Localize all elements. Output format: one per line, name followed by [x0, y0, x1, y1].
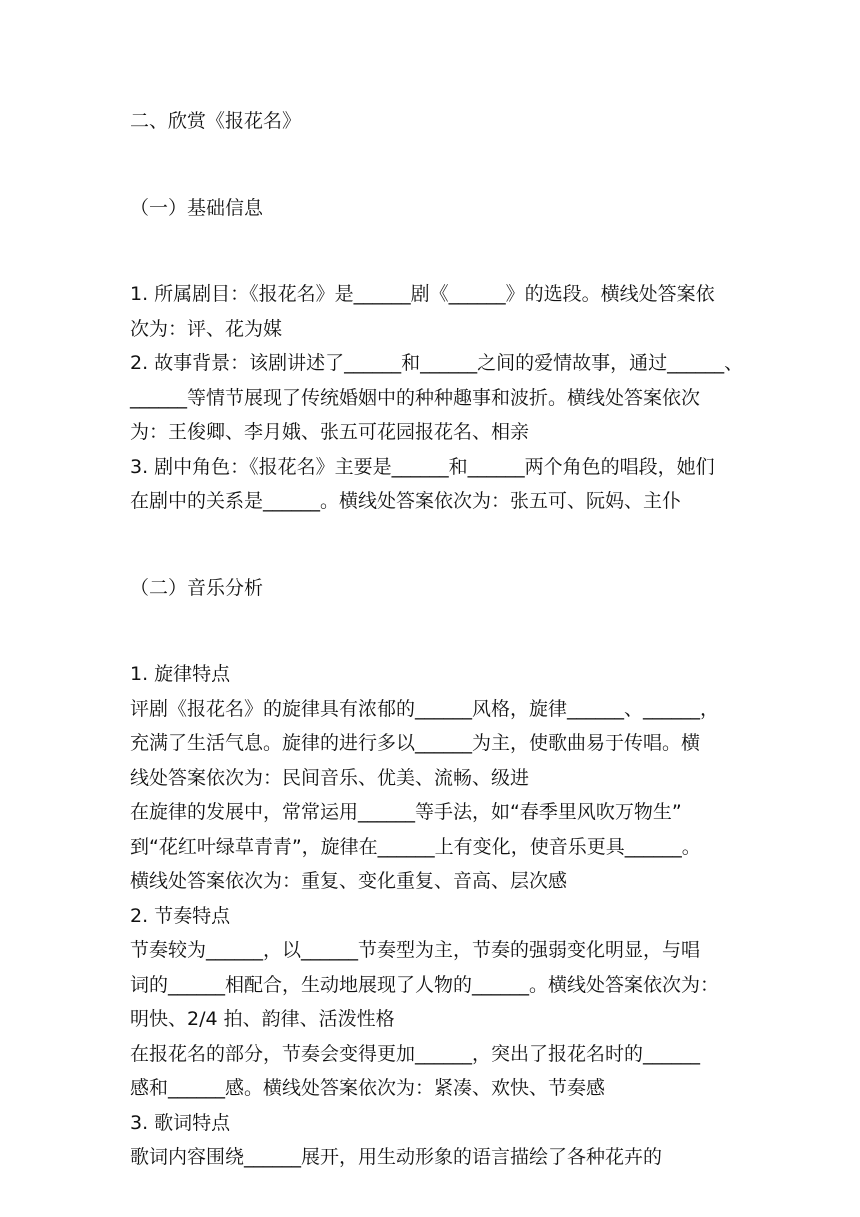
spacer [130, 519, 742, 571]
paragraph-line: 线处答案依次为：民间音乐、优美、流畅、级进 [130, 766, 530, 789]
paragraph-line: 明快、2/4 拍、韵律、活泼性格 [130, 1008, 395, 1030]
paragraph-line: 为：王俊卿、李月娥、张五可花园报花名、相亲 [130, 421, 530, 443]
paragraph-line: 充满了生活气息。旋律的进行多以______为主，使歌曲易于传唱。横 [130, 732, 701, 754]
paragraph-line: 评剧《报花名》的旋律具有浓郁的______风格，旋律______、______， [130, 697, 720, 720]
paragraph-line: 2. 节奏特点 [130, 904, 231, 927]
paragraph-line: 在剧中的关系是______。横线处答案依次为：张五可、阮妈、主仆 [130, 490, 682, 512]
section-title: 二、欣赏《报花名》 [130, 110, 302, 132]
paragraph-line: 在报花名的部分，节奏会变得更加______，突出了报花名时的______ [130, 1042, 701, 1065]
paragraph-line: 在旋律的发展中，常常运用______等手法，如“春季里风吹万物生” [130, 801, 682, 823]
paragraph-line: 到“花红叶绿草青青”，旋律在______上有变化，使音乐更具______。 [130, 835, 701, 858]
paragraph-line: 感和______感。横线处答案依次为：紧凑、欢快、节奏感 [130, 1077, 606, 1099]
subsection-title-music-analysis: （二）音乐分析 [130, 576, 264, 599]
subsection-title-basic-info: （一）基础信息 [130, 196, 264, 219]
paragraph-line: 歌词内容围绕______展开，用生动形象的语言描绘了各种花卉的 [130, 1146, 663, 1168]
paragraph-line: ______等情节展现了传统婚姻中的种种趣事和波折。横线处答案依次 [130, 386, 701, 409]
spacer [130, 139, 742, 191]
paragraph-line: 横线处答案依次为：重复、变化重复、音高、层次感 [130, 870, 568, 892]
paragraph-line: 1. 旋律特点 [130, 663, 231, 685]
paragraph-line: 3. 歌词特点 [130, 1111, 231, 1134]
paragraph-line: 词的______相配合，生动地展现了人物的______。横线处答案依次为： [130, 973, 720, 996]
paragraph-line: 3. 剧中角色：《报花名》主要是______和______两个角色的唱段，她们 [130, 455, 715, 478]
paragraph-line: 2. 故事背景：该剧讲述了______和______之间的爱情故事，通过______、 [130, 352, 744, 374]
paragraph-line: 次为：评、花为媒 [130, 317, 283, 340]
paragraph-line: 1. 所属剧目：《报花名》是______剧《______》的选段。横线处答案依 [130, 283, 715, 305]
paragraph-line: 节奏较为______，以______节奏型为主，节奏的强弱变化明显，与唱 [130, 939, 701, 961]
spacer [130, 225, 742, 277]
document-body [130, 104, 742, 1175]
spacer [130, 605, 742, 657]
